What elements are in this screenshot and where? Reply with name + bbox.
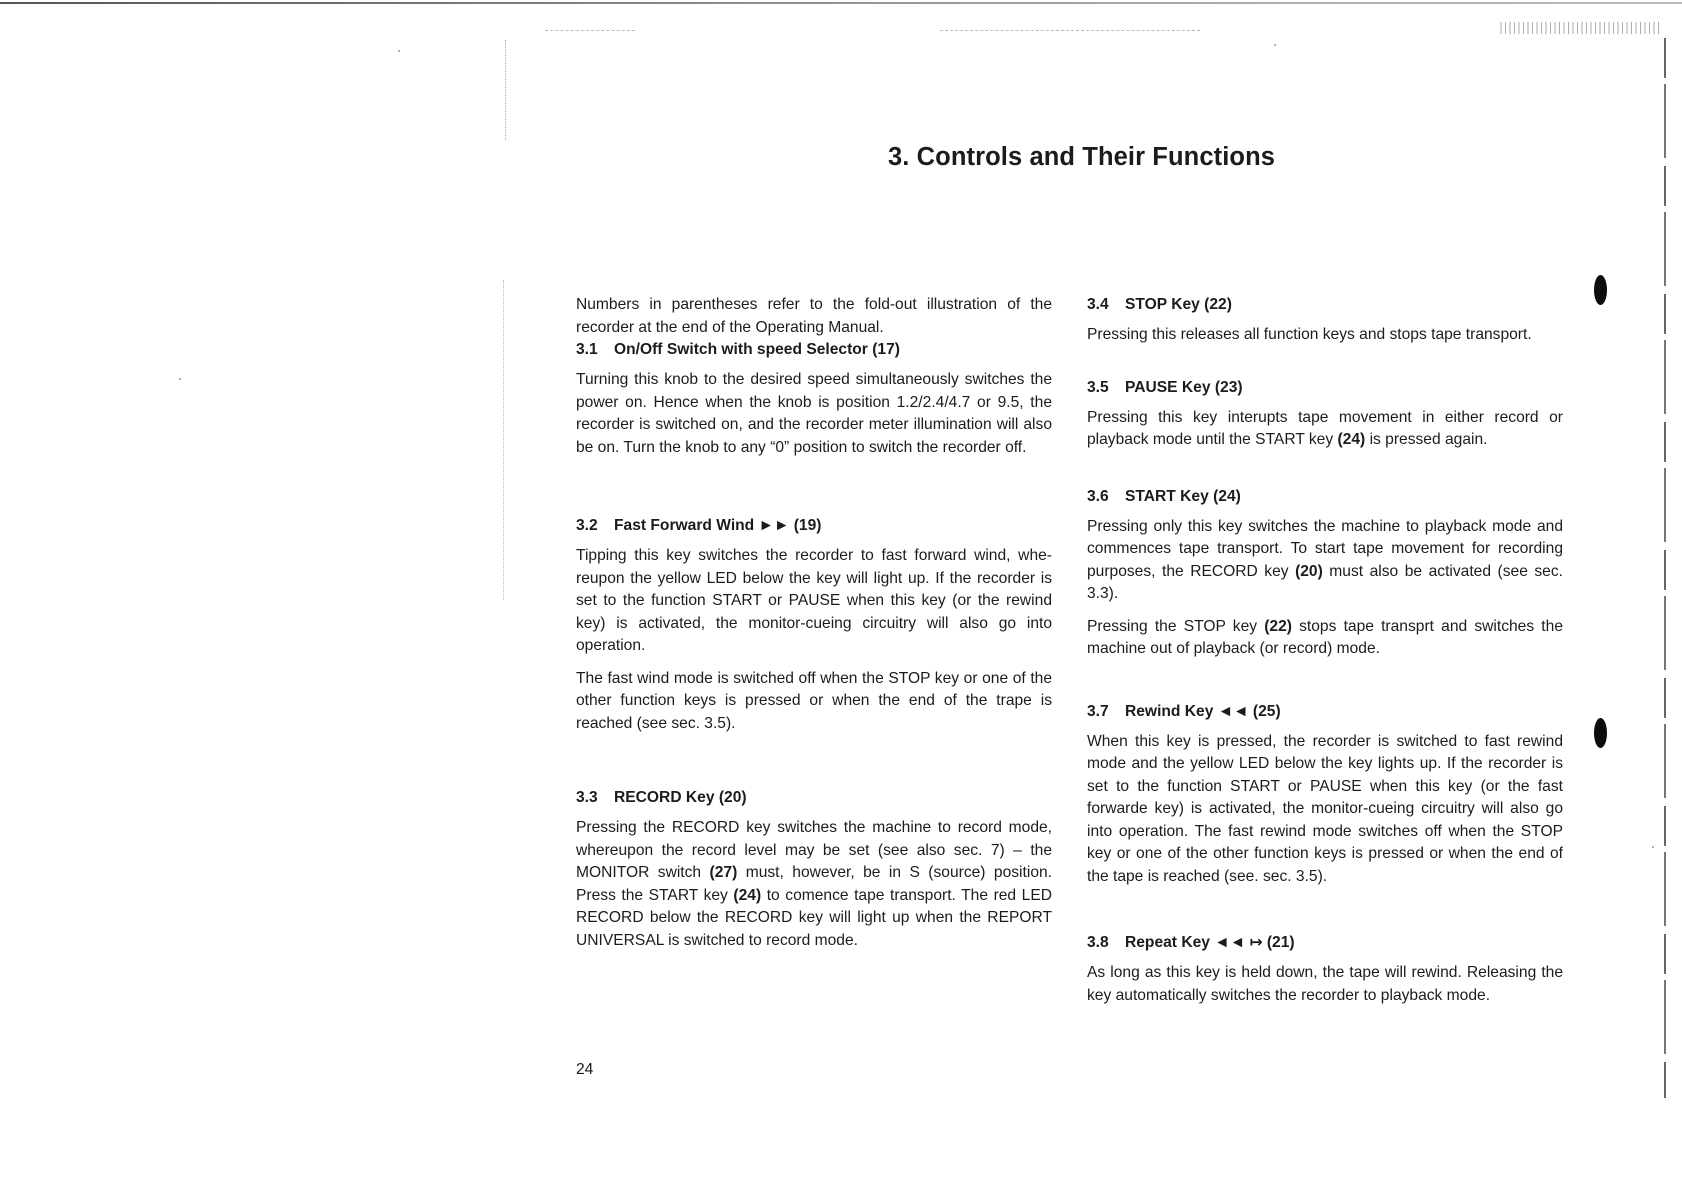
section-heading: [1087, 377, 1563, 399]
section-body: When this key is pressed, the recorder is switched to fast rewind mode and the yellow LED below the key lights up. If the recorder is set to the function START or PAUSE when this key (or the fast forwarde key) is activated, the monitor-cueing circuitry will also go into operation. The fast rewind mode switches off when the STOP key or one of the other function keys is pressed or when the end of the tape is reached (see. sec. 3.5).: [1087, 732, 1563, 885]
section-number: 3.6: [1087, 487, 1109, 505]
section-3-1: [576, 339, 1052, 459]
scan-mark: [940, 30, 1200, 32]
section-heading: [576, 339, 1052, 361]
figure-reference: (22): [1264, 617, 1292, 635]
section-3-7: [1087, 701, 1563, 889]
scan-fold-line: [503, 280, 505, 600]
section-body: The fast wind mode is switched off when the STOP key or one of the other function keys is pressed or when the end of the trape is reached (see sec. 3.5).: [576, 669, 1052, 732]
section-heading: [576, 787, 1052, 809]
page-number: 24: [576, 1061, 594, 1078]
section-number: 3.7: [1087, 702, 1109, 720]
section-3-8: [1087, 932, 1563, 1007]
section-number: 3.2: [576, 517, 598, 534]
left-column: [576, 294, 1052, 986]
scan-edge-right: [1664, 38, 1666, 1098]
body-text: Pressing the RECORD key switches the machine to record mode, whereupon the record level may be set (see also sec. 7) – the MONITOR switch: [576, 819, 1052, 881]
scan-speck: [1652, 846, 1654, 848]
body-text: Pressing the STOP key: [1087, 617, 1265, 635]
section-number: 3.5: [1087, 378, 1109, 396]
scan-speck: [179, 378, 181, 380]
scan-speck: [398, 50, 400, 52]
body-text: must, however, be in S (source) position. Press the START key: [576, 864, 1052, 904]
section-heading: [1087, 486, 1563, 508]
section-title: Fast Forward Wind ►► (19): [614, 517, 822, 534]
section-title: PAUSE Key (23): [1125, 378, 1243, 396]
body-text: stops tape transprt and switches the machine out of playback (or record) mode.: [1087, 617, 1563, 657]
section-title: On/Off Switch with speed Selector (17): [614, 341, 900, 358]
section-body: [1087, 407, 1563, 452]
body-text: must also be activated (see sec. 3.3).: [1087, 562, 1563, 602]
scan-speck: [1274, 44, 1276, 46]
section-heading: [1087, 294, 1563, 316]
section-number: 3.4: [1087, 296, 1109, 313]
section-3-4: [1087, 294, 1563, 347]
section-heading: [1087, 932, 1563, 954]
body-text: is pressed again.: [1365, 431, 1488, 448]
section-heading: [576, 515, 1052, 537]
figure-reference: (27): [709, 864, 738, 881]
section-title: RECORD Key (20): [614, 789, 747, 806]
section-body: As long as this key is held down, the tape will rewind. Releasing the key automatically switches the recorder to playback mode.: [1087, 964, 1563, 1004]
body-text: Pressing only this key switches the machine to playback mode and commences tape transport. To start tape movement for recording purposes, the RECORD key: [1087, 517, 1563, 580]
section-body: [576, 817, 1052, 952]
section-title: STOP Key (22): [1125, 296, 1232, 313]
section-heading: [1087, 701, 1563, 723]
section-number: 3.8: [1087, 934, 1109, 951]
section-title: Repeat Key ◄◄ ↦ (21): [1125, 934, 1295, 951]
figure-reference: (24): [1337, 431, 1366, 448]
binder-hole-icon: [1594, 718, 1607, 748]
body-text: Pressing this key interupts tape movement in either record or playback mode until the START key: [1087, 408, 1563, 448]
figure-reference: (24): [733, 886, 762, 904]
scan-mark: [545, 30, 635, 32]
section-3-3: [576, 787, 1052, 952]
figure-reference: (20): [1295, 562, 1323, 580]
page-title: 3. Controls and Their Functions: [888, 143, 1276, 171]
body-text: to comence tape transport. The red LED RECORD below the RECORD key will light up when the REPORT UNIVERSAL is switched to record mode.: [576, 886, 1052, 949]
scan-fold-line: [505, 40, 507, 140]
section-body: Turning this knob to the desired speed simultaneously switches the power on. Hence when the knob is position 1.2/2.4/4.7 or 9.5, the recorder is switched on, and the recorder meter illumination will also be on. Turn the knob to any “0” position to switch the recorder off.: [576, 371, 1052, 456]
section-number: 3.3: [576, 789, 598, 806]
section-body: [1087, 516, 1563, 606]
section-number: 3.1: [576, 341, 598, 358]
section-body: Tipping this key switches the recorder to fast forward wind, whereupon the yellow LED below the key will light up. If the recorder is set to the function START or PAUSE when this key (or the rewind key) is activated, the monitor-cueing circuitry will also go into operation.: [576, 547, 1052, 654]
section-3-5: [1087, 377, 1563, 452]
section-body: Pressing this releases all function keys and stops tape transport.: [1087, 326, 1532, 343]
section-3-6: [1087, 486, 1563, 661]
section-3-2: [576, 515, 1052, 735]
intro-paragraph: Numbers in parentheses refer to the fold-out illustration of the recorder at the end of the Operating Manual.: [576, 296, 1052, 336]
section-body: [1087, 616, 1563, 661]
scan-edge-top: [0, 2, 1682, 4]
section-title: START Key (24): [1125, 487, 1241, 505]
scan-corner-smear: [1500, 22, 1660, 34]
binder-hole-icon: [1594, 275, 1607, 305]
section-title: Rewind Key ◄◄ (25): [1125, 702, 1281, 720]
right-column: [1087, 294, 1563, 1007]
